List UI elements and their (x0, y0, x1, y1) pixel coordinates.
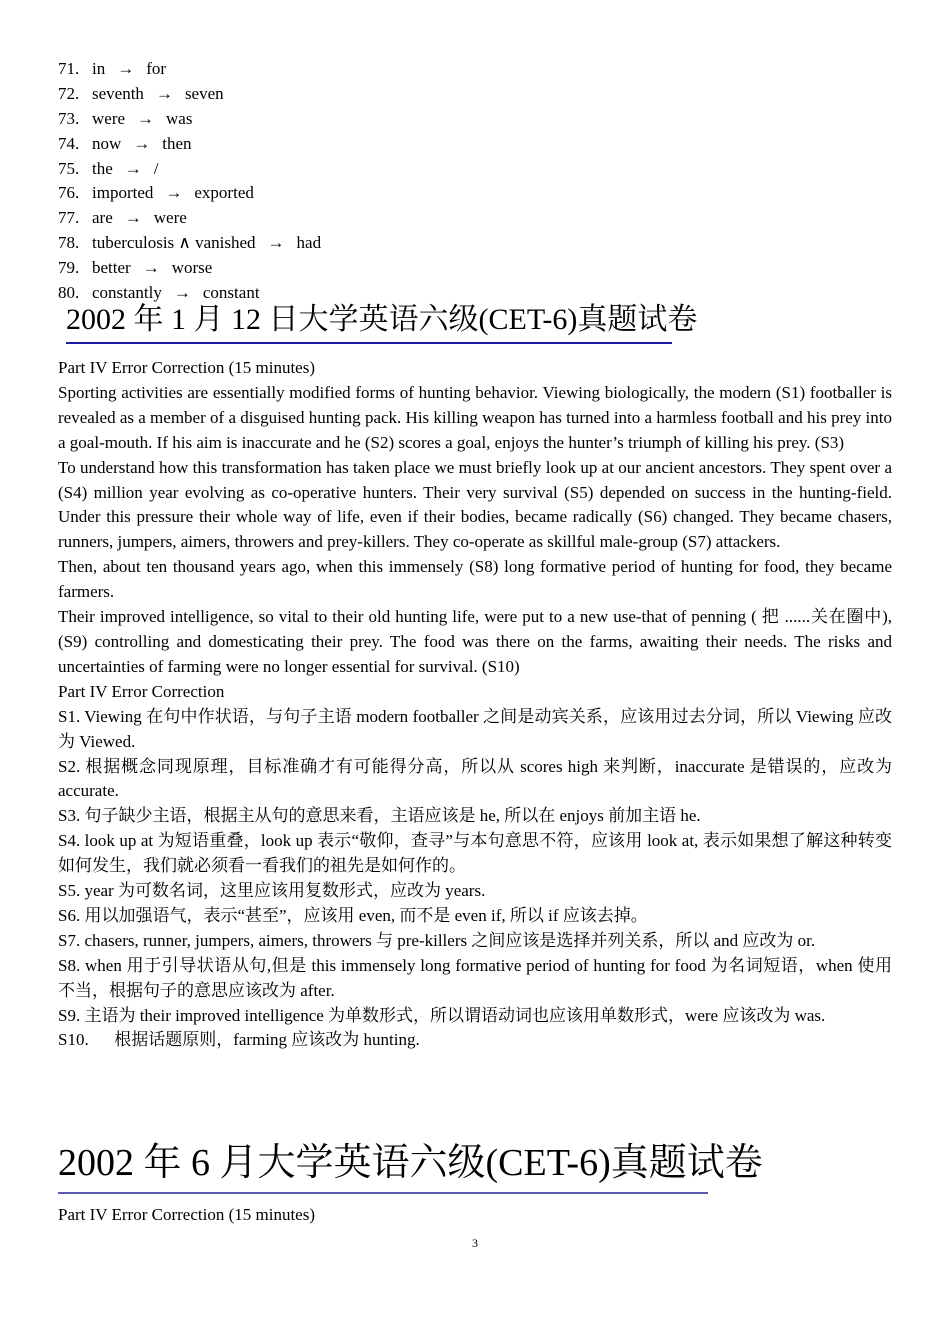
answer-correction: exported (194, 183, 254, 203)
answer-number: 77. (58, 208, 80, 228)
answer-number: 79. (58, 258, 80, 278)
answer-original: are (92, 208, 113, 228)
answer-correction: seven (184, 83, 224, 103)
answer-number: 78. (58, 233, 80, 253)
arrow-icon: → (155, 83, 173, 103)
exam-heading-jan-2002: 2002 年 1 月 12 日大学英语六级(CET-6)真题试卷 (66, 300, 672, 344)
passage-paragraph: Their improved intelligence, so vital to their old hunting life, were put to a new use-that of penning ( 把 ......关在圈中), (S9) controlling and domesticating their prey. The food was there on the farms, awaiting their needs. The risks and uncertainties of farming were no longer essential for survival. (S10) (58, 607, 892, 676)
answer-row (58, 132, 321, 157)
answer-number: 74. (58, 133, 80, 153)
answer-original: were (92, 108, 126, 128)
exam-heading-jun-2002: 2002 年 6 月大学英语六级(CET-6)真题试卷 (58, 1141, 708, 1194)
answer-row (58, 157, 321, 182)
answer-correction: had (296, 233, 322, 253)
answer-row (58, 107, 321, 132)
answer-correction: constant (202, 283, 260, 303)
answer-original: now (92, 133, 122, 153)
answer-correction: / (153, 158, 159, 178)
explanation-item: S5. year 为可数名词，这里应该用复数形式，应改为 years. (58, 881, 486, 901)
exam-body (58, 356, 892, 1053)
passage-paragraph: To understand how this transformation has taken place we must briefly look up at our ancient ancestors. They spent over a (S4) million year evolving as co-operative hunters. Their very survival (S5) depended on success in the hunting-field. Under this pressure their whole way of life, even if their bodies, became radically (S6) changed. They became chasers, runners, jumpers, aimers, throwers and prey-killers. They co-operate as skillful male-group (S7) attackers. (58, 457, 892, 552)
arrow-icon: → (165, 183, 183, 203)
answer-row (58, 57, 321, 82)
answer-original: imported (92, 183, 154, 203)
answer-original: seventh (92, 83, 144, 103)
answer-row (58, 256, 321, 281)
answer-correction: for (146, 59, 167, 78)
explanation-item: S1. Viewing 在句中作状语，与句子主语 modern footballer 之间是动宾关系，应该用过去分词，所以 Viewing 应改为 Viewed. (58, 706, 892, 751)
explanation-item: S9. 主语为 their improved intelligence 为单数形式，所以谓语动词也应该用单数形式，were 应该改为 was. (58, 1005, 826, 1025)
answer-row (58, 206, 321, 231)
arrow-icon: → (124, 158, 142, 178)
answer-original: better (92, 258, 131, 278)
explanation-item: S4. look up at 为短语重叠，look up 表示“敬仰，查寻”与本句意思不符，应该用 look at, 表示如果想了解这种转变如何发生，我们就必须看一看我们的祖先是如何作的。 (58, 831, 892, 876)
arrow-icon: → (137, 108, 155, 128)
answer-list (58, 57, 321, 306)
arrow-icon: → (117, 59, 135, 78)
section-title: Part IV Error Correction (15 minutes) (58, 358, 315, 377)
answer-number: 71. (58, 59, 80, 78)
answer-key-title: Part IV Error Correction (58, 681, 225, 701)
answer-correction: were (153, 208, 187, 228)
answer-number: 76. (58, 183, 80, 203)
arrow-icon: → (267, 233, 285, 253)
answer-number: 80. (58, 283, 80, 303)
answer-number: 72. (58, 83, 80, 103)
answer-row (58, 231, 321, 256)
answer-correction: worse (171, 258, 213, 278)
arrow-icon: → (142, 258, 160, 278)
explanation-item: S10. 根据话题原则，farming 应该改为 hunting. (58, 1030, 420, 1050)
answer-number: 75. (58, 158, 80, 178)
page-number: 3 (472, 1236, 478, 1250)
passage-paragraph: Then, about ten thousand years ago, when this immensely (S8) long formative period of hunting for food, they became farmers. (58, 557, 892, 602)
answer-row (58, 82, 321, 107)
explanation-item: S8. when 用于引导状语从句,但是 this immensely long formative period of hunting for food 为名词短语，when 使用不当，根据句子的意思应该改为 after. (58, 955, 892, 1000)
passage-paragraph: Sporting activities are essentially modified forms of hunting behavior. Viewing biologically, the modern (S1) footballer is revealed as a member of a disguised hunting pack. His killing weapon has turned into a harmless football and his prey into a goal-mouth. If his aim is inaccurate and he (S2) scores a goal, enjoys the hunter’s triumph of killing his prey. (S3) (58, 382, 892, 452)
answer-correction: was (166, 108, 193, 128)
answer-original: the (92, 158, 113, 178)
answer-original: in (92, 59, 106, 78)
answer-number: 73. (58, 108, 80, 128)
arrow-icon: → (133, 133, 151, 153)
explanation-item: S6. 用以加强语气，表示“甚至”，应该用 even, 而不是 even if, 所以 if 应该去掉。 (58, 905, 648, 925)
next-section-title: Part IV Error Correction (15 minutes) (58, 1205, 315, 1224)
answer-original: tuberculosis ∧ vanished (92, 233, 256, 253)
answer-correction: then (162, 133, 192, 153)
arrow-icon: → (124, 208, 142, 228)
explanation-item: S3. 句子缺少主语，根据主从句的意思来看，主语应该是 he, 所以在 enjoys 前加主语 he. (58, 806, 701, 826)
explanation-item: S7. chasers, runner, jumpers, aimers, throwers 与 pre-killers 之间应该是选择并列关系，所以 and 应改为 or. (58, 930, 816, 950)
explanation-item: S2. 根据概念同现原理，目标准确才有可能得分高，所以从 scores high 来判断，inaccurate 是错误的，应改为 accurate. (58, 756, 892, 801)
answer-original: constantly (92, 283, 162, 303)
arrow-icon: → (173, 283, 191, 303)
answer-row (58, 181, 321, 206)
